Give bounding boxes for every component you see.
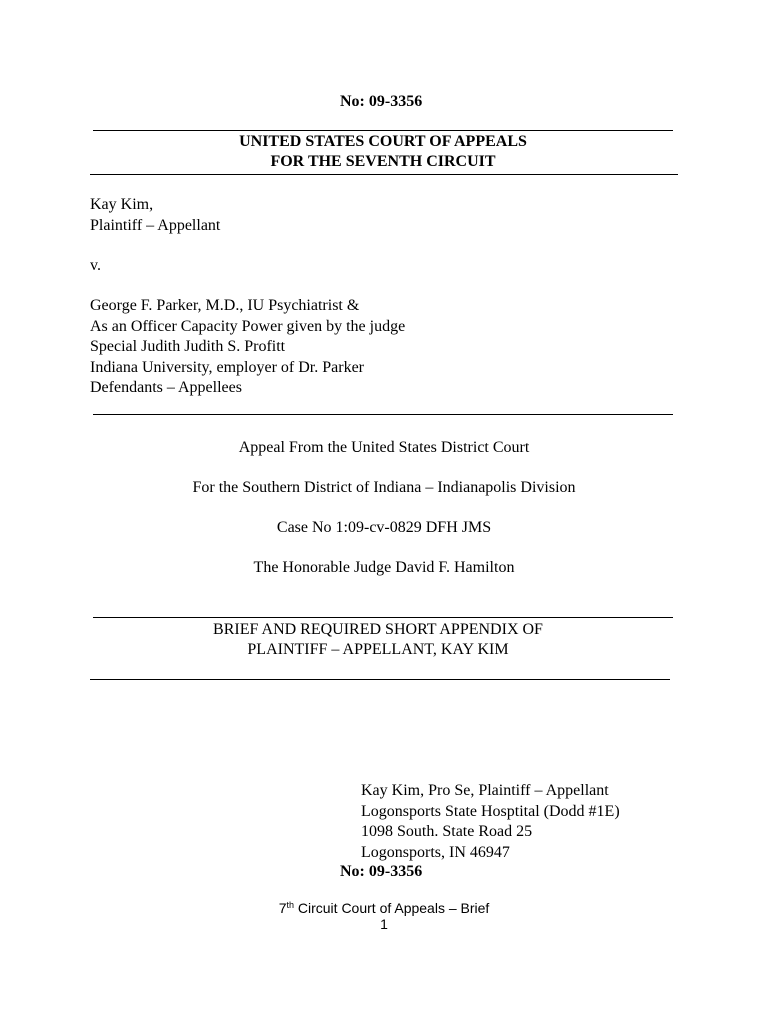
judge-name: The Honorable Judge David F. Hamilton bbox=[253, 559, 515, 576]
plaintiff-block bbox=[90, 195, 220, 236]
brief-title-line2: PLAINTIFF – APPELLANT, KAY KIM bbox=[247, 641, 509, 658]
docket-number-bottom: No: 09-3356 bbox=[340, 863, 423, 880]
page-number: 1 bbox=[380, 916, 388, 932]
address-line: 1098 South. State Road 25 bbox=[361, 823, 533, 840]
defendant-line: Special Judith Judith S. Profitt bbox=[90, 338, 286, 355]
rule-brief-top bbox=[93, 617, 673, 618]
rule-brief-bottom bbox=[90, 679, 670, 680]
rule-court-bottom bbox=[90, 174, 678, 175]
appeal-district: For the Southern District of Indiana – Indianapolis Division bbox=[192, 479, 576, 496]
defendants-block bbox=[90, 296, 405, 399]
defendant-line: Indiana University, employer of Dr. Parker bbox=[90, 358, 364, 376]
rule-top bbox=[93, 130, 673, 131]
docket-number-top: No: 09-3356 bbox=[340, 93, 423, 110]
court-name-line2: FOR THE SEVENTH CIRCUIT bbox=[270, 153, 496, 170]
case-number: Case No 1:09-cv-0829 DFH JMS bbox=[276, 519, 492, 536]
defendants-role: Defendants – Appellees bbox=[90, 379, 242, 396]
footer-superscript: th bbox=[286, 900, 294, 910]
rule-defendants-bottom bbox=[93, 414, 673, 415]
plaintiff-name: Kay Kim, bbox=[90, 196, 154, 213]
appeal-from: Appeal From the United States District Court bbox=[238, 439, 530, 456]
footer-number: 7 bbox=[278, 900, 287, 916]
brief-title-line1: BRIEF AND REQUIRED SHORT APPENDIX OF bbox=[213, 621, 543, 638]
court-name-line1: UNITED STATES COURT OF APPEALS bbox=[239, 133, 527, 150]
address-line: Logonsports, IN 46947 bbox=[361, 843, 510, 861]
versus-label: v. bbox=[90, 257, 101, 274]
address-line: Logonsports State Hosptital (Dodd #1E) bbox=[361, 802, 620, 820]
defendant-line: George F. Parker, M.D., IU Psychiatrist & bbox=[90, 297, 360, 314]
plaintiff-role: Plaintiff – Appellant bbox=[90, 216, 221, 234]
address-line: Kay Kim, Pro Se, Plaintiff – Appellant bbox=[361, 782, 609, 799]
defendant-line: As an Officer Capacity Power given by the judge bbox=[90, 317, 406, 335]
address-block bbox=[361, 781, 620, 863]
footer-text: Circuit Court of Appeals – Brief bbox=[294, 900, 490, 916]
footer-title bbox=[200, 900, 568, 917]
